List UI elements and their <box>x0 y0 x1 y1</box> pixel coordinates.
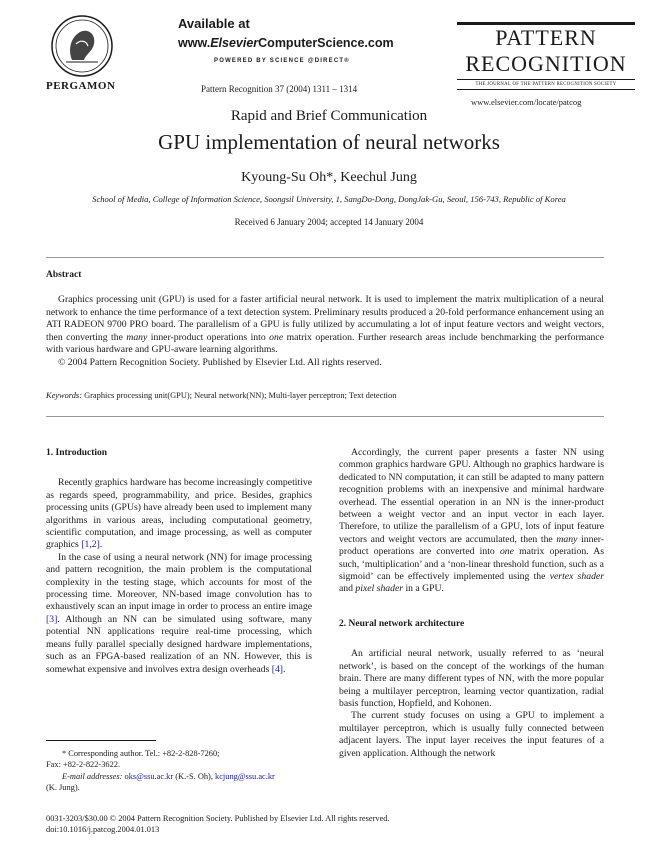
emails: E-mail addresses: oks@ssu.ac.kr (K.-S. Oh), kcjung@ssu.ac.kr <box>62 771 275 781</box>
email-oh[interactable]: oks@ssu.ac.kr <box>124 771 174 781</box>
section-1-heading: 1. Introduction <box>46 448 108 458</box>
site-brand: Elsevier <box>210 36 259 50</box>
article-authors: Kyoung-Su Oh*, Keechul Jung <box>241 170 417 185</box>
intro-paragraph-3: Accordingly, the current paper presents a faster NN using common graphics hardware GPU. Although no graphics hardware is dedicated to NN computation, it can still be adapted to many pattern recognition problems with an inexpensive and minimal hardware overhead. The essential operation in an NN is the inner-product between a weight vector and an input vector in each layer. Therefore, to utilize the parallelism of a GPU, lots of input feature vectors and weight vectors are accumulated, then the many inner-product operations are converted into one matrix operation. As such, ‘multiplication’ and a ‘non-linear threshold function, such as a sigmoid’ can be effectively implemented using the vertex shader and pixel shader in a GPU. <box>339 447 605 595</box>
divider-top <box>46 257 604 258</box>
email-jung-name: (K. Jung). <box>46 783 80 793</box>
article-title: GPU implementation of neural networks <box>158 130 500 154</box>
right-column <box>339 447 604 760</box>
abstract-text: Graphics processing unit (GPU) is used for a faster artificial neural network. It is used to implement the matrix multiplication of a neural network to enhance the time performance of a text detection system. Preliminary results produced a 20-fold performance enhancement using an ATI RADEON 9700 PRO board. The parallelism of a GPU is fully utilized by accumulating a lot of input feature vectors and weight vectors, then converting the many inner-product operations into one matrix operation. Further research areas include benchmarking the performance with various hardware and GPU-aware learning algorithms. <box>46 294 604 356</box>
section-2-heading: 2. Neural network architecture <box>339 618 465 629</box>
available-at-label: Available at <box>178 16 250 31</box>
fax: Fax: +82-2-822-3622. <box>46 760 121 770</box>
keywords-label: Keywords: <box>46 391 82 400</box>
article-type: Rapid and Brief Communication <box>230 108 428 124</box>
abstract-heading: Abstract <box>46 270 82 280</box>
journal-reference: Pattern Recognition 37 (2004) 1311 – 1314 <box>201 84 358 94</box>
keywords-list: Graphics processing unit(GPU); Neural network(NN); Multi-layer perceptron; Text detection <box>84 391 397 400</box>
article-received: Received 6 January 2004; accepted 14 January 2004 <box>234 217 424 227</box>
journal-masthead <box>457 22 635 90</box>
citation-4[interactable]: [4] <box>271 663 284 675</box>
email-jung[interactable]: kcjung@ssu.ac.kr <box>215 771 275 781</box>
keywords <box>46 391 604 400</box>
citation-3[interactable]: [3] <box>46 613 58 625</box>
article-affiliation: School of Media, College of Information Science, Soongsil University, 1, SangDo-Dong, DongJak-Gu, Seoul, 156-743, Republic of Korea <box>92 194 566 204</box>
journal-title-line1: PATTERN <box>495 25 597 50</box>
powered-by-label: POWERED BY SCIENCE @DIRECT® <box>214 58 350 64</box>
footer-issn: 0031-3203/$30.00 © 2004 Pattern Recognition Society. Published by Elsevier Ltd. All rights reserved. <box>46 814 390 823</box>
intro-paragraph-1: Recently graphics hardware has become increasingly competitive as regards speed, programmability, and price. Besides, graphics processing units (GPUs) have already been used to implement many algorithms in various areas, including computational geometry, scientific computation, and image processing, as well as computer graphics [1,2]. <box>46 477 312 551</box>
journal-url[interactable]: www.elsevier.com/locate/patcog <box>471 97 582 107</box>
footnote <box>46 748 312 794</box>
journal-title-line2: RECOGNITION <box>465 51 627 76</box>
footnote-rule <box>46 740 156 741</box>
footer-doi[interactable]: doi:10.1016/j.patcog.2004.01.013 <box>46 825 160 835</box>
elsevier-tree-logo <box>50 14 114 78</box>
corresponding-author: * Corresponding author. Tel.: +82-2-828-7260; <box>62 749 220 758</box>
citation-1-2[interactable]: [1,2] <box>81 539 100 551</box>
divider-bottom <box>46 416 604 417</box>
site-url[interactable] <box>178 36 394 50</box>
journal-society: THE JOURNAL OF THE PATTERN RECOGNITION SOCIETY <box>457 79 635 90</box>
page-footer <box>46 813 604 836</box>
intro-paragraph-2: In the case of using a neural network (NN) for image processing and pattern recognition, the main problem is the computational complexity in the testing stage, which accounts for most of the processing time. Moreover, NN-based image convolution has to exhaustively scan an input image in order to process an entire image [3]. Although an NN can be simulated using software, many potential NN applications require real-time processing, which means fully parallel specially designed hardware implementations, such as an FPGA-based realization of an NN. However, this is somewhat expensive and involves extra design overheads [4]. <box>46 551 312 675</box>
nn-paragraph-2: The current study focuses on using a GPU to implement a multilayer perceptron, which is usually fully connected between adjacent layers. The input layer receives the input features of a given application. Although the network <box>339 710 604 759</box>
abstract-body <box>46 294 604 370</box>
site-prefix: www. <box>178 36 211 50</box>
site-suffix: ComputerScience.com <box>258 36 394 50</box>
nn-paragraph-1: An artificial neural network, usually referred to as ‘neural network’, is based on the concept of the workings of the human brain. There are many different types of NN, with the more popular being a multilayer perceptron, learning vector quantization, radial basis function, Hopfield, and Kohonen. <box>339 648 604 709</box>
left-column <box>46 447 312 676</box>
publisher-name: PERGAMON <box>46 80 116 92</box>
abstract-copyright: © 2004 Pattern Recognition Society. Published by Elsevier Ltd. All rights reserved. <box>58 356 382 368</box>
